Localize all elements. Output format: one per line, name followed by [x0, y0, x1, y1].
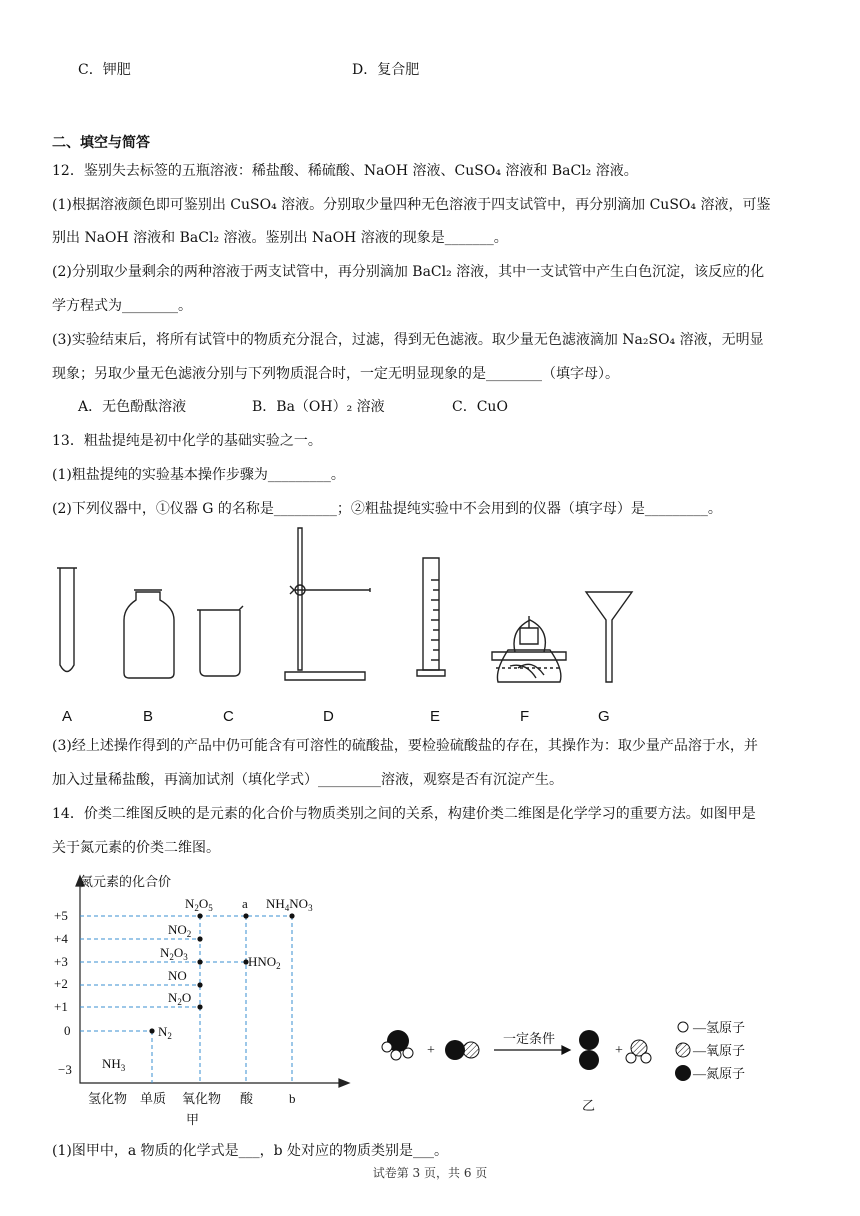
valence-category-diagram: [40, 868, 360, 1133]
water-molecule-icon: [626, 1040, 651, 1063]
svg-text:—氢原子: —氢原子: [693, 1020, 746, 1035]
ytick-plus2: +2: [54, 976, 68, 991]
apparatus-label-d: D: [323, 708, 334, 725]
q12-part1-line2: 别出 NaOH 溶液和 BaCl₂ 溶液。鉴别出 NaOH 溶液的现象是_______。: [52, 230, 508, 246]
option-d: D．复合肥: [352, 62, 420, 78]
q12-part3-line1: (3)实验结束后，将所有试管中的物质充分混合，过滤，得到无色滤液。取少量无色滤液滴加 Na₂SO₄ 溶液，无明显: [52, 332, 764, 348]
label-no: NO: [168, 968, 187, 983]
funnel-icon: [586, 592, 632, 682]
xtick-element: 单质: [140, 1091, 167, 1106]
chart-caption-jia: 甲: [186, 1112, 200, 1127]
label-n2o: $N_2O$: [168, 990, 192, 1007]
q13-part3-line1: (3)经上述操作得到的产品中仍可能含有可溶性的硫酸盐，要检验硫酸盐的存在，其操作为：取少量产品溶于水，并: [52, 738, 758, 754]
test-tube-icon: [57, 568, 77, 672]
svg-text:+: +: [427, 1043, 435, 1058]
apparatus-figure: [40, 520, 660, 690]
svg-text:+: +: [615, 1043, 623, 1058]
reagent-bottle-icon: [124, 590, 174, 678]
point-no2: [197, 936, 202, 941]
svg-text:—氮原子: —氮原子: [693, 1066, 746, 1081]
alcohol-lamp-icon: [492, 616, 566, 682]
graduated-cylinder-icon: [417, 558, 445, 676]
nitrogen-molecule-icon: [579, 1030, 599, 1070]
q12-part1-line1: (1)根据溶液颜色即可鉴别出 CuSO₄ 溶液。分别取少量四种无色溶液于四支试管中，再分别滴加 CuSO₄ 溶液，可鉴: [52, 197, 771, 213]
apparatus-label-g: G: [598, 708, 610, 725]
ytick-plus1: +1: [54, 999, 68, 1014]
chart-ylabel: 氮元素的化合价: [80, 874, 172, 889]
reaction-diagram: [370, 1010, 790, 1120]
q13-part2: (2)下列仪器中，①仪器 G 的名称是_________；②粗盐提纯实验中不会用到的仪器（填字母）是_________。: [52, 501, 722, 517]
point-n2o5: [197, 913, 202, 918]
label-nh3: $NH_3$: [102, 1056, 126, 1073]
q12-option-c: C．CuO: [452, 399, 508, 415]
page-footer: 试卷第 3 页，共 6 页: [372, 1166, 488, 1180]
q12-part2-line1: (2)分别取少量剩余的两种溶液于两支试管中，再分别滴加 BaCl₂ 溶液，其中一支试管中产生白色沉淀，该反应的化: [52, 264, 765, 280]
option-c: C．钾肥: [78, 62, 131, 78]
apparatus-label-b: B: [143, 708, 154, 725]
q14-stem-line2: 关于氮元素的价类二维图。: [52, 840, 220, 856]
xtick-oxide: 氧化物: [182, 1091, 222, 1106]
point-n2: [149, 1028, 154, 1033]
point-a: [243, 913, 248, 918]
q13-part1: (1)粗盐提纯的实验基本操作步骤为_________。: [52, 467, 345, 483]
point-no: [197, 982, 202, 987]
legend-nitrogen: [675, 1065, 745, 1081]
q12-part3-line2: 现象；另取少量无色滤液分别与下列物质混合时，一定无明显现象的是________（填字母）。: [52, 366, 619, 382]
q13-stem: 13．粗盐提纯是初中化学的基础实验之一。: [52, 433, 322, 449]
label-a: a: [242, 896, 248, 911]
label-n2o3: $N_2O_3$: [160, 945, 188, 962]
xtick-b: b: [289, 1091, 296, 1106]
label-hno2: $HNO_2$: [248, 954, 281, 971]
ytick-plus4: +4: [54, 931, 68, 946]
nitric-oxide-molecule-icon: [445, 1040, 479, 1060]
section-title: 二、填空与简答: [52, 135, 150, 151]
point-n2o3: [197, 959, 202, 964]
ytick-plus5: +5: [54, 908, 68, 923]
q12-option-a: A．无色酚酞溶液: [78, 399, 187, 415]
label-nh4no3: $NH_4NO_3$: [266, 896, 313, 913]
beaker-icon: [197, 606, 243, 676]
xtick-acid: 酸: [240, 1091, 254, 1106]
apparatus-label-e: E: [430, 708, 441, 725]
q12-option-b: B．Ba（OH）₂ 溶液: [252, 399, 385, 415]
apparatus-label-c: C: [223, 708, 234, 725]
ytick-plus3: +3: [54, 954, 68, 969]
xtick-hydride: 氢化物: [88, 1091, 128, 1106]
q12-stem: 12．鉴别失去标签的五瓶溶液：稀盐酸、稀硫酸、NaOH 溶液、CuSO₄ 溶液和 BaCl₂ 溶液。: [52, 163, 638, 179]
q14-stem-line1: 14．价类二维图反映的是元素的化合价与物质类别之间的关系，构建价类二维图是化学学习的重要方法。如图甲是: [52, 806, 756, 822]
legend-oxygen: [676, 1043, 745, 1058]
q13-part3-line2: 加入过量稀盐酸，再滴加试剂（填化学式）_________溶液，观察是否有沉淀产生。: [52, 772, 563, 788]
reaction-caption-yi: 乙: [582, 1098, 596, 1113]
ammonia-molecule-icon: [382, 1030, 413, 1060]
legend-hydrogen: [678, 1020, 745, 1035]
iron-stand-icon: [285, 528, 370, 680]
svg-text:—氧原子: —氧原子: [693, 1043, 746, 1058]
label-n2: $N_2$: [158, 1024, 172, 1041]
point-n2o: [197, 1004, 202, 1009]
apparatus-label-f: F: [520, 708, 530, 725]
q14-part1: (1)图甲中，a 物质的化学式是___，b 处对应的物质类别是___。: [52, 1143, 449, 1159]
label-no2: $NO_2$: [168, 922, 192, 939]
ytick-zero: 0: [64, 1023, 71, 1038]
apparatus-label-a: A: [62, 708, 73, 725]
label-n2o5: $N_2O_5$: [185, 896, 213, 913]
reaction-condition: 一定条件: [503, 1031, 556, 1046]
ytick-minus3: −3: [58, 1062, 72, 1077]
point-nh4no3: [289, 913, 294, 918]
q12-part2-line2: 学方程式为________。: [52, 298, 192, 314]
